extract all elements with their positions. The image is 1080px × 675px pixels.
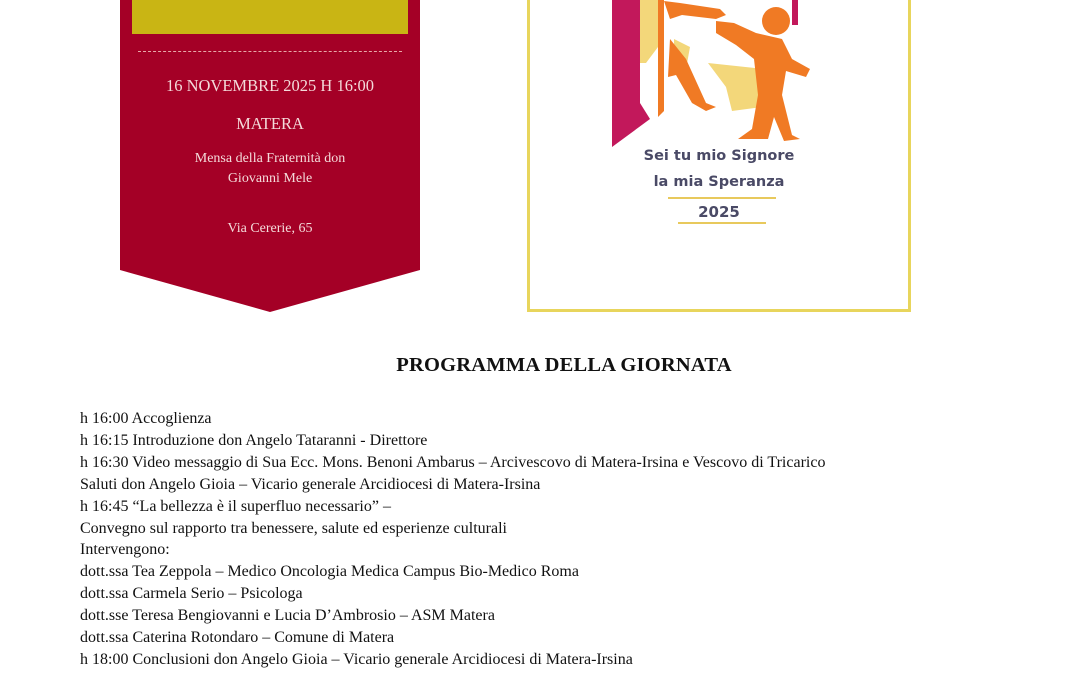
program-line: h 16:45 “La bellezza è il superfluo necessario” –	[80, 497, 391, 515]
banner-dashed-divider	[138, 51, 402, 52]
event-city: MATERA	[236, 114, 304, 133]
program-line: Saluti don Angelo Gioia – Vicario generale Arcidiocesi di Matera-Irsina	[80, 475, 541, 493]
event-address: Via Cererie, 65	[227, 221, 313, 236]
event-venue: Mensa della Fraternità don Giovanni Mele	[194, 151, 346, 186]
program-line: dott.ssa Caterina Rotondaro – Comune di Matera	[80, 629, 395, 647]
banner-top-band	[132, 0, 408, 34]
event-date-time: 16 NOVEMBRE 2025 H 16:00	[165, 76, 375, 95]
program-line: h 16:00 Accoglienza	[80, 410, 212, 427]
program-line: h 16:30 Video messaggio di Sua Ecc. Mons. Benoni Ambarus – Arcivescovo di Matera-Irsina e Vescovo di Tricarico	[80, 453, 826, 471]
logo-year: 2025	[698, 203, 740, 221]
logo-rule-bottom	[678, 222, 766, 224]
program-line: Intervengono:	[80, 541, 170, 559]
program-line: dott.ssa Carmela Serio – Psicologa	[80, 585, 303, 603]
logo-motto-line2: la mia Speranza	[653, 174, 785, 190]
program-list	[80, 408, 1070, 671]
program-line: dott.sse Teresa Bengiovanni e Lucia D’Ambrosio – ASM Matera	[80, 607, 495, 625]
event-banner	[120, 0, 420, 312]
logo-motto-line1: Sei tu mio Signore	[643, 148, 795, 164]
program-line: h 18:00 Conclusioni don Angelo Gioia – Vicario generale Arcidiocesi di Matera-Irsina	[80, 650, 633, 668]
program-title: PROGRAMMA DELLA GIORNATA	[396, 354, 732, 376]
program-line: h 16:15 Introduzione don Angelo Tataranni - Direttore	[80, 431, 428, 449]
jubilee-logo	[527, 0, 911, 312]
program-line: dott.ssa Tea Zeppola – Medico Oncologia Medica Campus Bio-Medico Roma	[80, 563, 579, 581]
program-line: Convegno sul rapporto tra benessere, salute ed esperienze culturali	[80, 519, 507, 537]
logo-rule	[668, 197, 776, 199]
